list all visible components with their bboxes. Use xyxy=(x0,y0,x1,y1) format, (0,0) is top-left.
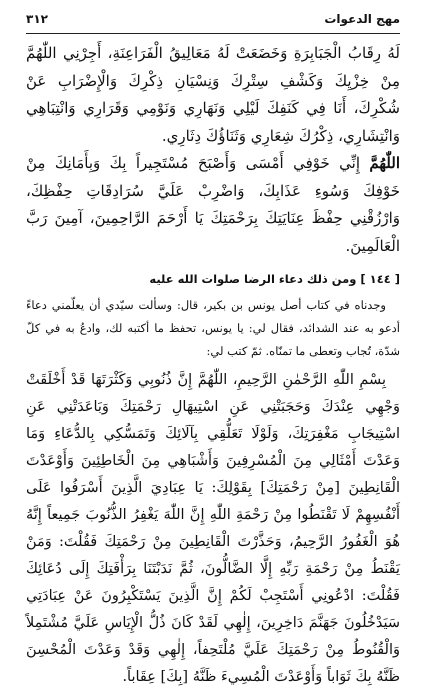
narration-paragraph: وجدناه في كتاب أصل يونس بن بكير، قال: وسألت سيّدي أن يعلّمني دعاءً أدعو به عند الشدائد، فقال لي: يا يونس، تحفظ ما أكتبه لك، وادعُ به في كلّ شدّة، تُجاب وتعطى ما تمنّاه. ثمّ كتب لي: xyxy=(26,298,400,358)
section-heading: [ ١٤٤ ] ومن ذلك دعاء الرضا صلوات الله عليه xyxy=(149,272,400,286)
section-body xyxy=(26,294,400,691)
prayer-paragraph-1: لَهُ رِقَابُ الْجَبَابِرَةِ وَخَضَعَتْ لَهُ مَعَالِيقُ الْفَرَاعِنَةِ، أَجِرْنِي اللّٰهُمَّ مِنْ خِزْيِكَ وَكَشْفِ سِتْرِكَ وَنِسْيَانِ ذِكْرِكَ وَالْإِضْرَابِ عَنْ شُكْرِكَ، أَنَا فِي كَنَفِكَ لَيْلِي وَنَهَارِي وَنَوْمِي وَقَرَارِي وَانْتِبَاهِي وَانْتِشَارِي، ذِكْرُكَ شِعَارِي وَثَنَاؤُكَ دِثَارِي. xyxy=(26,44,400,145)
page-header xyxy=(26,8,400,30)
rida-prayer-text: بِسْمِ اللّٰهِ الرَّحْمٰنِ الرَّحِيمِ، اللّٰهُمَّ إِنَّ ذُنُوبِي وَكَثْرَتَهَا قَدْ أَخْلَقَتْ وَجْهِي عِنْدَكَ وَحَجَبَتْنِي عَنِ اسْتِيهَالِ رَحْمَتِكَ وَبَاعَدَتْنِي عَنِ اسْتِيجَابِ مَغْفِرَتِكَ، وَلَوْلَا تَعَلُّقِي بِآلَائِكَ وَتَمَسُّكِي بِالدُّعَاءِ وَمَا وَعَدْتَ أَمْثَالِي مِنَ الْمُسْرِفِينَ وَأَشْبَاهِي مِنَ الْخَاطِئِينَ وَأَوْعَدْتَ الْقَانِطِينَ [مِنْ رَحْمَتِكَ] بِقَوْلِكَ: يَا عِبَادِيَ الَّذِينَ أَسْرَفُوا عَلَى أَنْفُسِهِمْ لَا تَقْنَطُوا مِنْ رَحْمَةِ اللّٰهِ إِنَّ اللّٰهَ يَغْفِرُ الذُّنُوبَ جَمِيعاً إِنَّهُ هُوَ الْغَفُورُ الرَّحِيمُ، وَحَذَّرْتَ الْقَانِطِينَ مِنْ رَحْمَتِكَ فَقُلْتَ: وَمَنْ يَقْنَطُ مِنْ رَحْمَةِ رَبِّهِ إِلَّا الضَّالُّونَ، ثُمَّ نَدَبْتَنَا بِرَأْفَتِكَ إِلَى دُعَائِكَ فَقُلْتَ: ادْعُونِي أَسْتَجِبْ لَكُمْ إِنَّ الَّذِينَ يَسْتَكْبِرُونَ عَنْ عِبَادَتِي سَيَدْخُلُونَ جَهَنَّمَ دَاخِرِينَ، إِلٰهِي لَقَدْ كَانَ ذُلُّ الْإِيَاسِ عَلَيَّ مُشْتَمِلاً وَالْقُنُوطُ مِنْ رَحْمَتِكَ عَلَيَّ مُلْتَحِفاً، إِلٰهِي وَقَدْ وَعَدْتَ الْمُحْسِنَ ظَنَّهُ بِكَ ثَوَاباً وَأَوْعَدْتَ الْمُسِيءَ ظَنَّهُ [بِكَ] عِقَاباً. xyxy=(26,372,400,685)
prayer-paragraph-2 xyxy=(26,150,400,260)
prayer-continuation xyxy=(26,40,400,260)
page-number: ٣١٢ xyxy=(26,12,48,26)
book-title: مهج الدعوات xyxy=(324,12,400,26)
header-rule xyxy=(26,33,400,34)
prayer-opening-word: اللّٰهُمَّ xyxy=(369,154,400,172)
prayer-paragraph-2-text: إِنِّي خَوْفِي أَمْسَى وَأَصْبَحَ مُسْتَجِيراً بِكَ وَبِأَمَانِكَ مِنْ خَوْفِكَ وَسُوءِ عَذَابِكَ، وَاضْرِبْ عَلَيَّ سُرَادِقَاتِ حِفْظِكَ، وَارْزُقْنِي حِفْظَ عِنَايَتِكَ بِرَحْمَتِكَ يَا أَرْحَمَ الرَّاحِمِينَ، آمِينَ رَبَّ الْعَالَمِينَ. xyxy=(26,154,400,255)
